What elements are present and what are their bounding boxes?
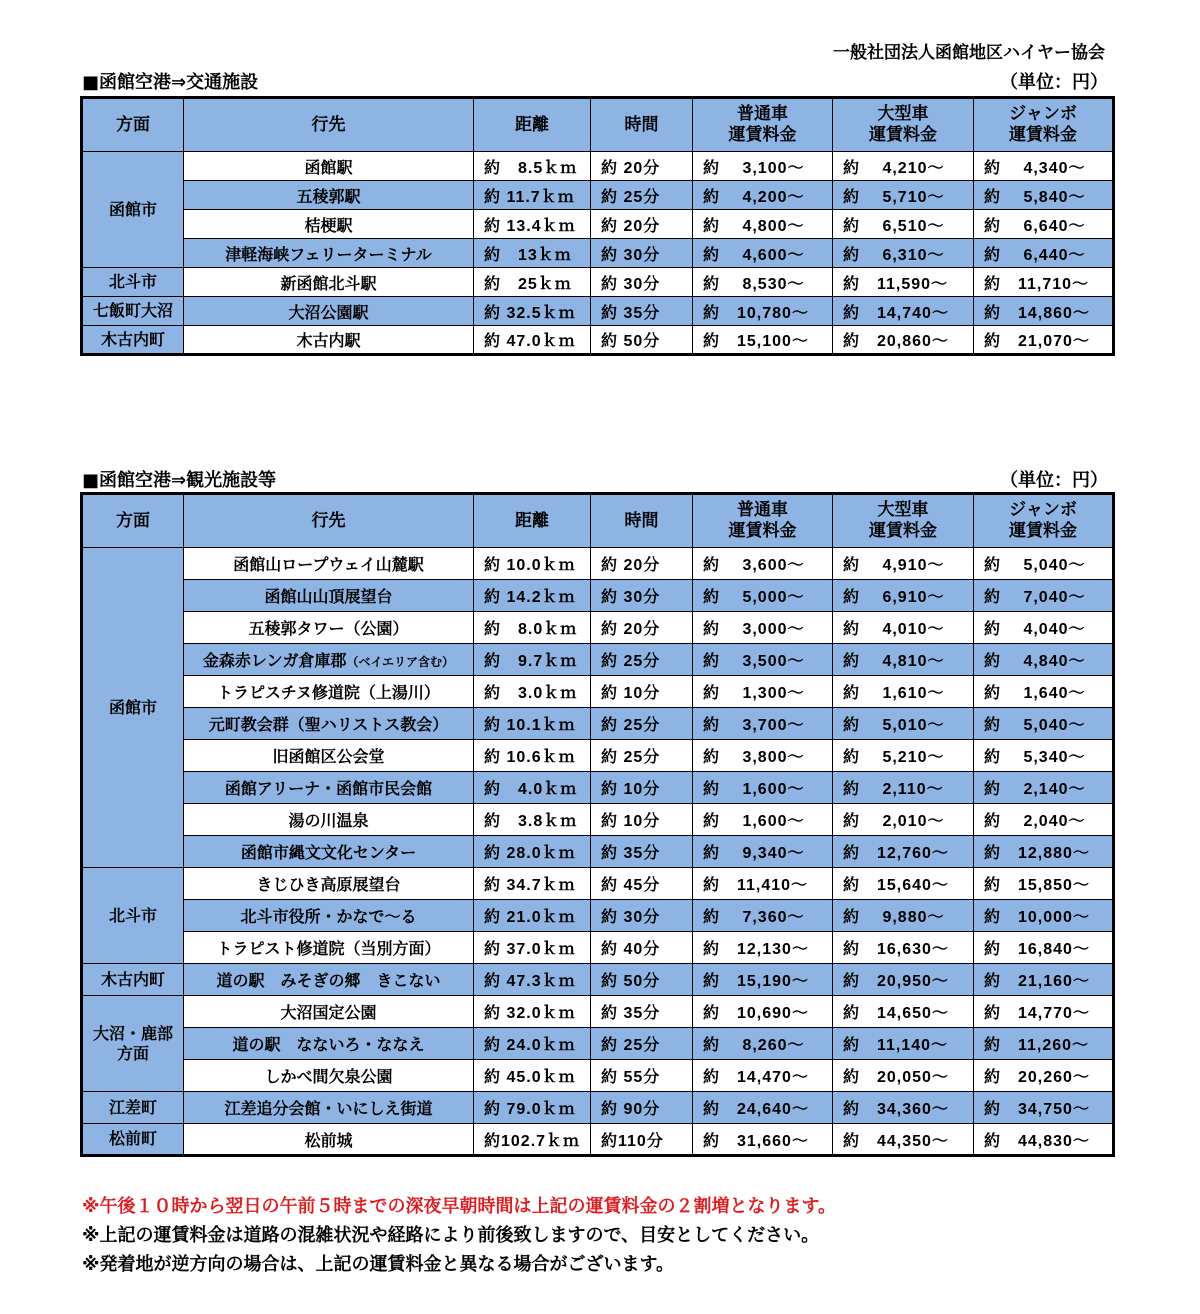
large-fare-cell: 約 5,710〜 <box>833 181 974 210</box>
table-row <box>82 580 1114 612</box>
area-cell: 大沼・鹿部 方面 <box>82 996 184 1092</box>
table-row <box>82 740 1114 772</box>
table-row <box>82 644 1114 676</box>
time-cell: 約 30分 <box>591 239 693 268</box>
header-time: 時間 <box>591 98 693 152</box>
time-cell: 約 45分 <box>591 868 693 900</box>
table-row <box>82 1124 1114 1156</box>
destination-cell: 函館アリーナ・函館市民会館 <box>184 772 474 804</box>
jumbo-fare-cell: 約 15,850〜 <box>974 868 1114 900</box>
distance-cell: 約 10.6ｋｍ <box>474 740 591 772</box>
standard-fare-cell: 約 10,780〜 <box>693 297 833 326</box>
notes <box>82 1192 836 1279</box>
jumbo-fare-cell: 約 11,710〜 <box>974 268 1114 297</box>
standard-fare-cell: 約 3,700〜 <box>693 708 833 740</box>
table-row <box>82 1092 1114 1124</box>
distance-cell: 約 13ｋｍ <box>474 239 591 268</box>
standard-fare-cell: 約 1,300〜 <box>693 676 833 708</box>
table-row <box>82 1028 1114 1060</box>
fare-table-sightseeing <box>80 492 1115 1157</box>
distance-cell: 約 45.0ｋｍ <box>474 1060 591 1092</box>
destination-cell: 道の駅 みそぎの郷 きこない <box>184 964 474 996</box>
destination-cell: 函館市縄文文化センター <box>184 836 474 868</box>
header-large: 大型車 運賃料金 <box>833 98 974 152</box>
section1-unit: （単位：円） <box>1000 72 1108 93</box>
destination-cell: 湯の川温泉 <box>184 804 474 836</box>
distance-cell: 約 10.0ｋｍ <box>474 548 591 580</box>
table-row <box>82 804 1114 836</box>
time-cell: 約 35分 <box>591 996 693 1028</box>
destination-cell: しかべ間欠泉公園 <box>184 1060 474 1092</box>
destination-cell: 五稜郭駅 <box>184 181 474 210</box>
jumbo-fare-cell: 約 4,040〜 <box>974 612 1114 644</box>
table-row <box>82 772 1114 804</box>
standard-fare-cell: 約 3,500〜 <box>693 644 833 676</box>
large-fare-cell: 約 16,630〜 <box>833 932 974 964</box>
section2-unit: （単位：円） <box>1000 470 1108 491</box>
time-cell: 約 25分 <box>591 181 693 210</box>
area-cell: 北斗市 <box>82 268 184 297</box>
jumbo-fare-cell: 約 2,040〜 <box>974 804 1114 836</box>
standard-fare-cell: 約 9,340〜 <box>693 836 833 868</box>
jumbo-fare-cell: 約 7,040〜 <box>974 580 1114 612</box>
jumbo-fare-cell: 約 6,640〜 <box>974 210 1114 239</box>
distance-cell: 約 3.0ｋｍ <box>474 676 591 708</box>
area-cell: 七飯町大沼 <box>82 297 184 326</box>
section1-title: ■函館空港⇒交通施設 <box>82 72 259 93</box>
table-row <box>82 297 1114 326</box>
header-area: 方面 <box>82 98 184 152</box>
large-fare-cell: 約 4,910〜 <box>833 548 974 580</box>
standard-fare-cell: 約 3,800〜 <box>693 740 833 772</box>
time-cell: 約 10分 <box>591 772 693 804</box>
large-fare-cell: 約 6,510〜 <box>833 210 974 239</box>
table-row <box>82 210 1114 239</box>
standard-fare-cell: 約 14,470〜 <box>693 1060 833 1092</box>
time-cell: 約 50分 <box>591 326 693 355</box>
large-fare-cell: 約 1,610〜 <box>833 676 974 708</box>
destination-cell: 大沼公園駅 <box>184 297 474 326</box>
destination-cell: 江差追分会館・いにしえ街道 <box>184 1092 474 1124</box>
jumbo-fare-cell: 約 12,880〜 <box>974 836 1114 868</box>
distance-cell: 約 25ｋｍ <box>474 268 591 297</box>
section2-title: ■函館空港⇒観光施設等 <box>82 470 277 491</box>
destination-cell: 津軽海峡フェリーターミナル <box>184 239 474 268</box>
jumbo-fare-cell: 約 4,840〜 <box>974 644 1114 676</box>
standard-fare-cell: 約 8,530〜 <box>693 268 833 297</box>
time-cell: 約 90分 <box>591 1092 693 1124</box>
standard-fare-cell: 約 15,190〜 <box>693 964 833 996</box>
destination-cell: 金森赤レンガ倉庫郡（ベイエリア含む） <box>184 644 474 676</box>
table-row <box>82 152 1114 181</box>
standard-fare-cell: 約 24,640〜 <box>693 1092 833 1124</box>
standard-fare-cell: 約 1,600〜 <box>693 804 833 836</box>
header-large: 大型車 運賃料金 <box>833 494 974 548</box>
large-fare-cell: 約 11,590〜 <box>833 268 974 297</box>
time-cell: 約 10分 <box>591 676 693 708</box>
table-row <box>82 268 1114 297</box>
standard-fare-cell: 約 4,800〜 <box>693 210 833 239</box>
large-fare-cell: 約 44,350〜 <box>833 1124 974 1156</box>
table-row <box>82 239 1114 268</box>
standard-fare-cell: 約 4,600〜 <box>693 239 833 268</box>
jumbo-fare-cell: 約 4,340〜 <box>974 152 1114 181</box>
large-fare-cell: 約 4,210〜 <box>833 152 974 181</box>
distance-cell: 約 4.0ｋｍ <box>474 772 591 804</box>
time-cell: 約 40分 <box>591 932 693 964</box>
destination-cell: 函館山ロープウェイ山麓駅 <box>184 548 474 580</box>
time-cell: 約 20分 <box>591 210 693 239</box>
jumbo-fare-cell: 約 2,140〜 <box>974 772 1114 804</box>
jumbo-fare-cell: 約 21,160〜 <box>974 964 1114 996</box>
jumbo-fare-cell: 約 5,340〜 <box>974 740 1114 772</box>
distance-cell: 約 47.0ｋｍ <box>474 326 591 355</box>
distance-cell: 約 37.0ｋｍ <box>474 932 591 964</box>
large-fare-cell: 約 34,360〜 <box>833 1092 974 1124</box>
header-time: 時間 <box>591 494 693 548</box>
jumbo-fare-cell: 約 10,000〜 <box>974 900 1114 932</box>
standard-fare-cell: 約 15,100〜 <box>693 326 833 355</box>
note-night-surcharge: ※午後１０時から翌日の午前５時までの深夜早朝時間は上記の運賃料金の２割増となります。 <box>82 1196 837 1217</box>
distance-cell: 約 32.0ｋｍ <box>474 996 591 1028</box>
header-distance: 距離 <box>474 494 591 548</box>
destination-cell: 五稜郭タワー（公園） <box>184 612 474 644</box>
time-cell: 約 20分 <box>591 152 693 181</box>
large-fare-cell: 約 9,880〜 <box>833 900 974 932</box>
jumbo-fare-cell: 約 16,840〜 <box>974 932 1114 964</box>
standard-fare-cell: 約 7,360〜 <box>693 900 833 932</box>
destination-cell: 桔梗駅 <box>184 210 474 239</box>
time-cell: 約 50分 <box>591 964 693 996</box>
time-cell: 約110分 <box>591 1124 693 1156</box>
header-destination: 行先 <box>184 98 474 152</box>
jumbo-fare-cell: 約 5,040〜 <box>974 548 1114 580</box>
jumbo-fare-cell: 約 11,260〜 <box>974 1028 1114 1060</box>
table-row <box>82 612 1114 644</box>
jumbo-fare-cell: 約 5,840〜 <box>974 181 1114 210</box>
distance-cell: 約 11.7ｋｍ <box>474 181 591 210</box>
header-destination: 行先 <box>184 494 474 548</box>
destination-cell: 函館駅 <box>184 152 474 181</box>
large-fare-cell: 約 4,810〜 <box>833 644 974 676</box>
table-row <box>82 900 1114 932</box>
large-fare-cell: 約 14,650〜 <box>833 996 974 1028</box>
distance-cell: 約102.7ｋｍ <box>474 1124 591 1156</box>
destination-cell: 木古内駅 <box>184 326 474 355</box>
standard-fare-cell: 約 3,000〜 <box>693 612 833 644</box>
jumbo-fare-cell: 約 14,770〜 <box>974 996 1114 1028</box>
time-cell: 約 30分 <box>591 268 693 297</box>
large-fare-cell: 約 2,010〜 <box>833 804 974 836</box>
large-fare-cell: 約 11,140〜 <box>833 1028 974 1060</box>
standard-fare-cell: 約 5,000〜 <box>693 580 833 612</box>
area-cell: 函館市 <box>82 548 184 868</box>
distance-cell: 約 47.3ｋｍ <box>474 964 591 996</box>
large-fare-cell: 約 4,010〜 <box>833 612 974 644</box>
standard-fare-cell: 約 12,130〜 <box>693 932 833 964</box>
time-cell: 約 25分 <box>591 740 693 772</box>
time-cell: 約 20分 <box>591 612 693 644</box>
time-cell: 約 55分 <box>591 1060 693 1092</box>
distance-cell: 約 13.4ｋｍ <box>474 210 591 239</box>
large-fare-cell: 約 20,950〜 <box>833 964 974 996</box>
header-distance: 距離 <box>474 98 591 152</box>
header-standard: 普通車 運賃料金 <box>693 494 833 548</box>
destination-cell: 道の駅 なないろ・ななえ <box>184 1028 474 1060</box>
note-reverse-direction: ※発着地が逆方向の場合は、上記の運賃料金と異なる場合がございます。 <box>82 1254 675 1275</box>
destination-cell: きじひき高原展望台 <box>184 868 474 900</box>
table-row <box>82 932 1114 964</box>
time-cell: 約 35分 <box>591 836 693 868</box>
large-fare-cell: 約 2,110〜 <box>833 772 974 804</box>
area-cell: 北斗市 <box>82 868 184 964</box>
table-row <box>82 708 1114 740</box>
destination-cell: 元町教会群（聖ハリストス教会） <box>184 708 474 740</box>
jumbo-fare-cell: 約 1,640〜 <box>974 676 1114 708</box>
header-area: 方面 <box>82 494 184 548</box>
header-jumbo: ジャンボ 運賃料金 <box>974 98 1114 152</box>
destination-cell: トラピスト修道院（当別方面） <box>184 932 474 964</box>
standard-fare-cell: 約 4,200〜 <box>693 181 833 210</box>
jumbo-fare-cell: 約 21,070〜 <box>974 326 1114 355</box>
header-jumbo: ジャンボ 運賃料金 <box>974 494 1114 548</box>
distance-cell: 約 14.2ｋｍ <box>474 580 591 612</box>
destination-cell: 旧函館区公会堂 <box>184 740 474 772</box>
time-cell: 約 30分 <box>591 900 693 932</box>
table-row <box>82 548 1114 580</box>
distance-cell: 約 79.0ｋｍ <box>474 1092 591 1124</box>
header-standard: 普通車 運賃料金 <box>693 98 833 152</box>
standard-fare-cell: 約 11,410〜 <box>693 868 833 900</box>
large-fare-cell: 約 14,740〜 <box>833 297 974 326</box>
table-row <box>82 326 1114 355</box>
standard-fare-cell: 約 8,260〜 <box>693 1028 833 1060</box>
distance-cell: 約 24.0ｋｍ <box>474 1028 591 1060</box>
destination-cell: 大沼国定公園 <box>184 996 474 1028</box>
large-fare-cell: 約 20,860〜 <box>833 326 974 355</box>
distance-cell: 約 8.5ｋｍ <box>474 152 591 181</box>
area-cell: 松前町 <box>82 1124 184 1156</box>
jumbo-fare-cell: 約 6,440〜 <box>974 239 1114 268</box>
destination-cell: 新函館北斗駅 <box>184 268 474 297</box>
destination-cell: 北斗市役所・かなで〜る <box>184 900 474 932</box>
distance-cell: 約 3.8ｋｍ <box>474 804 591 836</box>
table-row <box>82 1060 1114 1092</box>
time-cell: 約 25分 <box>591 1028 693 1060</box>
distance-cell: 約 32.5ｋｍ <box>474 297 591 326</box>
standard-fare-cell: 約 1,600〜 <box>693 772 833 804</box>
table-row <box>82 676 1114 708</box>
distance-cell: 約 21.0ｋｍ <box>474 900 591 932</box>
time-cell: 約 10分 <box>591 804 693 836</box>
distance-cell: 約 34.7ｋｍ <box>474 868 591 900</box>
time-cell: 約 35分 <box>591 297 693 326</box>
large-fare-cell: 約 5,010〜 <box>833 708 974 740</box>
area-cell: 木古内町 <box>82 326 184 355</box>
large-fare-cell: 約 6,910〜 <box>833 580 974 612</box>
large-fare-cell: 約 15,640〜 <box>833 868 974 900</box>
table-row <box>82 996 1114 1028</box>
jumbo-fare-cell: 約 5,040〜 <box>974 708 1114 740</box>
table-row <box>82 868 1114 900</box>
time-cell: 約 20分 <box>591 548 693 580</box>
distance-cell: 約 9.7ｋｍ <box>474 644 591 676</box>
large-fare-cell: 約 12,760〜 <box>833 836 974 868</box>
distance-cell: 約 10.1ｋｍ <box>474 708 591 740</box>
area-cell: 函館市 <box>82 152 184 268</box>
destination-cell: 函館山山頂展望台 <box>184 580 474 612</box>
destination-cell: 松前城 <box>184 1124 474 1156</box>
distance-cell: 約 28.0ｋｍ <box>474 836 591 868</box>
fare-table-transport <box>80 96 1115 356</box>
note-fare-estimate: ※上記の運賃料金は道路の混雑状況や経路により前後致しますので、目安としてください。 <box>82 1225 820 1246</box>
time-cell: 約 30分 <box>591 580 693 612</box>
table-row <box>82 836 1114 868</box>
area-cell: 江差町 <box>82 1092 184 1124</box>
organization-name: 一般社団法人函館地区ハイヤー協会 <box>833 43 1105 63</box>
large-fare-cell: 約 5,210〜 <box>833 740 974 772</box>
destination-cell: トラピスチヌ修道院（上湯川） <box>184 676 474 708</box>
jumbo-fare-cell: 約 20,260〜 <box>974 1060 1114 1092</box>
jumbo-fare-cell: 約 44,830〜 <box>974 1124 1114 1156</box>
time-cell: 約 25分 <box>591 644 693 676</box>
large-fare-cell: 約 6,310〜 <box>833 239 974 268</box>
standard-fare-cell: 約 3,600〜 <box>693 548 833 580</box>
table-row <box>82 964 1114 996</box>
jumbo-fare-cell: 約 34,750〜 <box>974 1092 1114 1124</box>
table-row <box>82 181 1114 210</box>
distance-cell: 約 8.0ｋｍ <box>474 612 591 644</box>
large-fare-cell: 約 20,050〜 <box>833 1060 974 1092</box>
jumbo-fare-cell: 約 14,860〜 <box>974 297 1114 326</box>
standard-fare-cell: 約 3,100〜 <box>693 152 833 181</box>
standard-fare-cell: 約 31,660〜 <box>693 1124 833 1156</box>
standard-fare-cell: 約 10,690〜 <box>693 996 833 1028</box>
time-cell: 約 25分 <box>591 708 693 740</box>
area-cell: 木古内町 <box>82 964 184 996</box>
